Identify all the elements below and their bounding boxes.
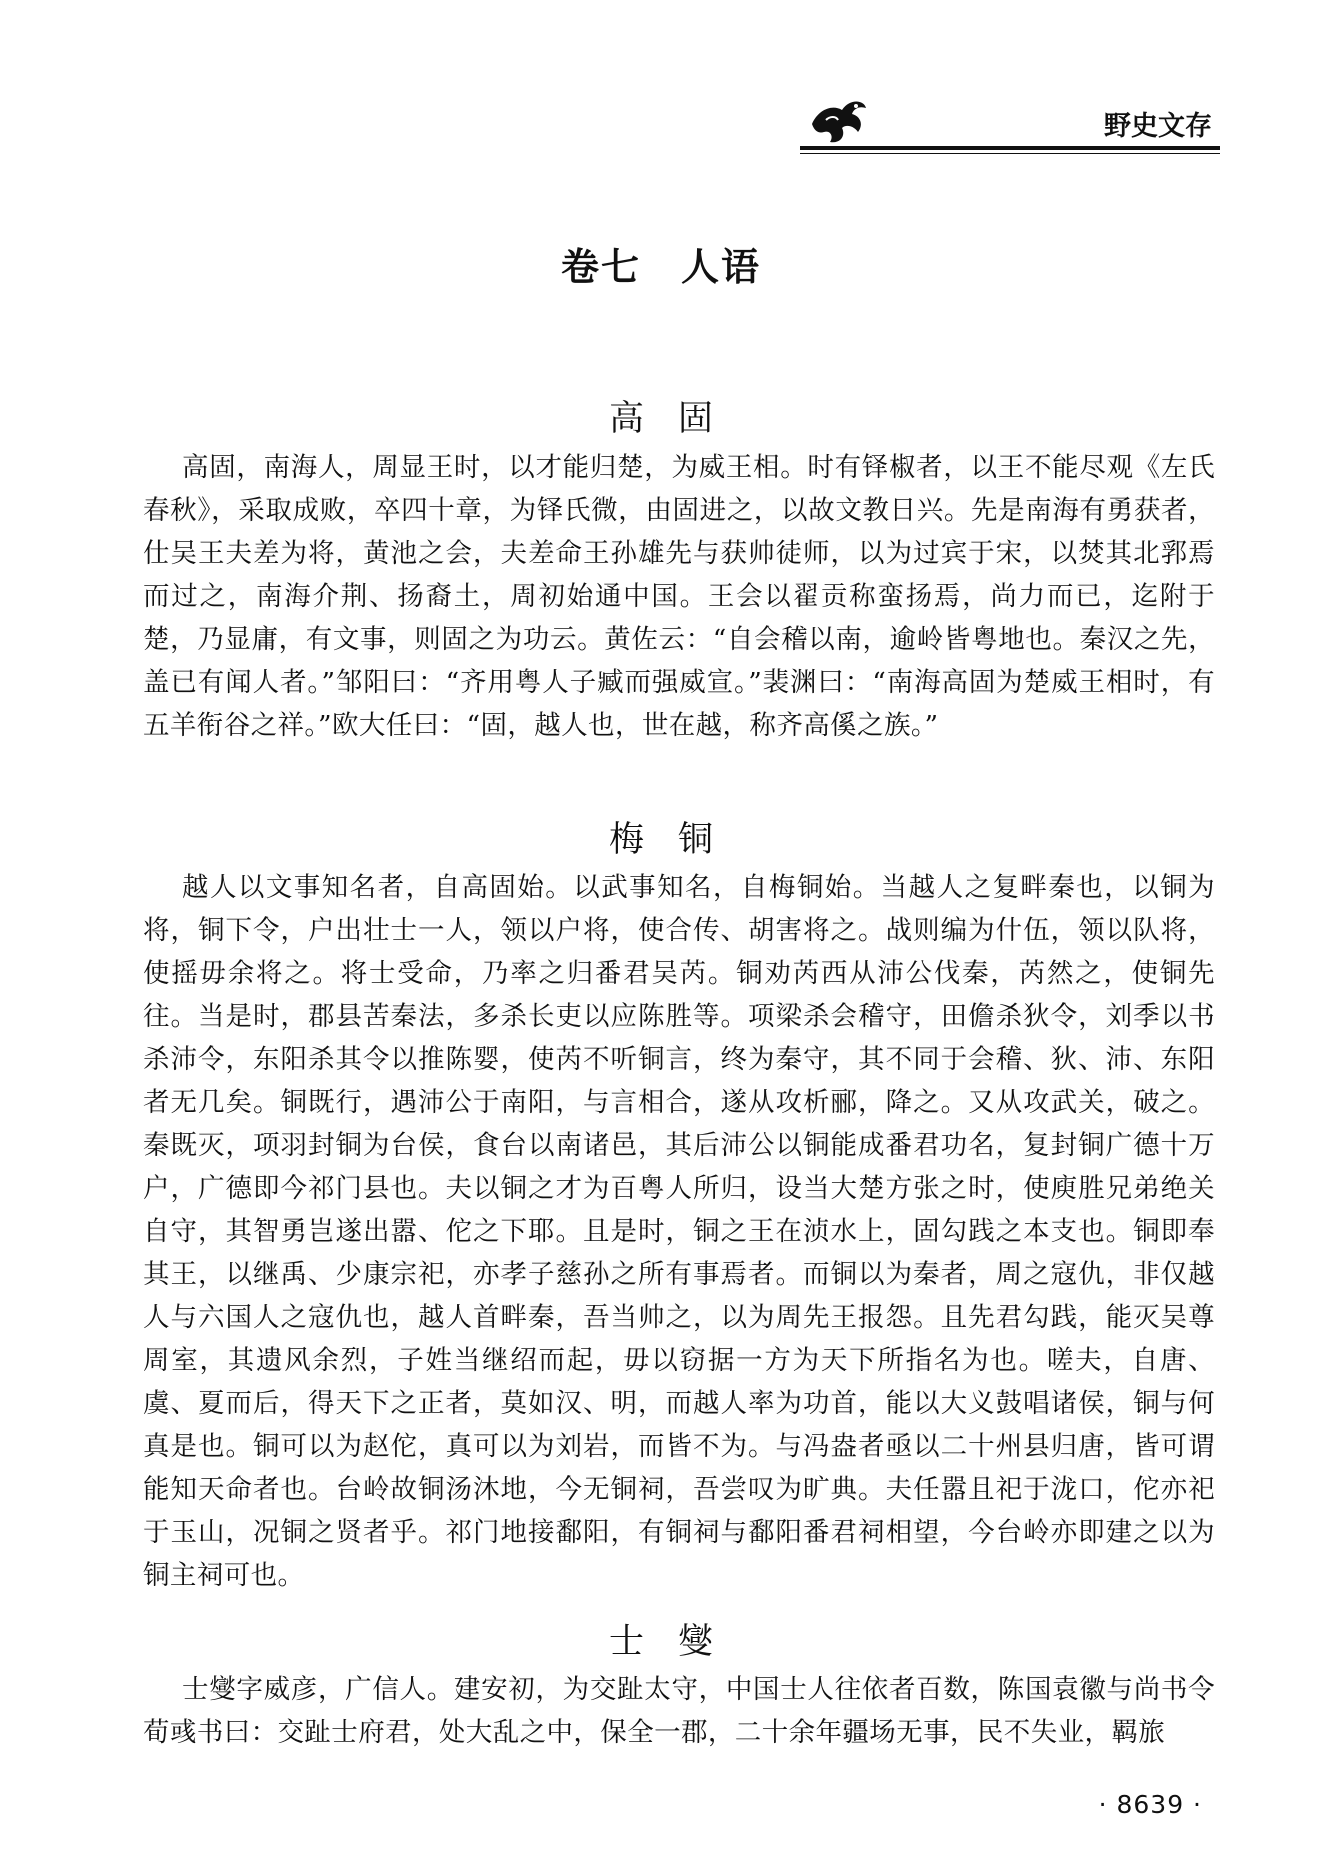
running-header <box>800 88 1220 154</box>
section-paragraph-shi-xie: 士燮字威彦，广信人。建安初，为交趾太守，中国士人往依者百数，陈国袁徽与尚书令荀彧书曰：交趾士府君，处大乱之中，保全一郡，二十余年疆场无事，民不失业，羁旅 <box>143 1674 1215 1748</box>
section-paragraph-mei-juan: 越人以文事知名者，自高固始。以武事知名，自梅铜始。当越人之复畔秦也，以铜为将，铜下令，户出壮士一人，领以户将，使合传、胡害将之。战则编为什伍，领以队将，使摇毋余将之。将士受命，乃率之归番君吴芮。铜劝芮西从沛公伐秦，芮然之，使铜先往。当是时，郡县苦秦法，多杀长吏以应陈胜等。项梁杀会稽守，田儋杀狄令，刘季以书杀沛令，东阳杀其令以推陈婴，使芮不听铜言，终为秦守，其不同于会稽、狄、沛、东阳者无几矣。铜既行，遇沛公于南阳，与言相合，遂从攻析郦，降之。又从攻武关，破之。秦既灭，项羽封铜为台侯，食台以南诸邑，其后沛公以铜能成番君功名，复封铜广德十万户，广德即今祁门县也。夫以铜之才为百粤人所归，设当大楚方张之时，使庾胜兄弟绝关自守，其智勇岂遂出嚣、佗之下耶。且是时，铜之王在浈水上，固勾践之本支也。铜即奉其王，以继禹、少康宗祀，亦孝子慈孙之所有事焉者。而铜以为秦者，周之寇仇，非仅越人与六国人之寇仇也，越人首畔秦，吾当帅之，以为周先王报怨。且先君勾践，能灭吴尊周室，其遗风余烈，子姓当继绍而起，毋以窃据一方为天下所指名为也。嗟夫，自唐、虞、夏而后，得天下之正者，莫如汉、明，而越人率为功首，能以大义鼓唱诸侯，铜与何真是也。铜可以为赵佗，真可以为刘岩，而皆不为。与冯盎者亟以二十州县归唐，皆可谓能知天命者也。台岭故铜汤沐地，今无铜祠，吾尝叹为旷典。夫任嚣且祀于泷口，佗亦祀于玉山，况铜之贤者乎。祁门地接鄱阳，有铜祠与鄱阳番君祠相望，今台岭亦即建之以为铜主祠可也。 <box>143 872 1215 1591</box>
section-title-mei-juan: 梅铜 <box>608 820 747 861</box>
section-title-shi-xie: 士燮 <box>608 1622 747 1663</box>
header-rule <box>800 146 1220 150</box>
header-rule-thin <box>800 153 1220 154</box>
series-title: 野史文存 <box>1104 111 1212 142</box>
section-paragraph-gao-gu: 高固，南海人，周显王时，以才能归楚，为威王相。时有铎椒者，以王不能尽观《左氏春秋》，采取成败，卒四十章，为铎氏微，由固进之，以故文教日兴。先是南海有勇获者，仕吴王夫差为将，黄池之会，夫差命王孙雄先与获帅徒师，以为过宾于宋，以焚其北郛焉而过之，南海介荆、扬裔土，周初始通中国。王会以翟贡称蛮扬焉，尚力而已，迄附于楚，乃显庸，有文事，则固之为功云。黄佐云：“自会稽以南，逾岭皆粤地也。秦汉之先，盖已有闻人者。”邹阳曰：“齐用粤人子臧而强威宣。”裴渊曰：“南海高固为楚威王相时，有五羊衔谷之祥。”欧大任曰：“固，越人也，世在越，称齐高傒之族。” <box>143 452 1215 741</box>
section-title-gao-gu: 高固 <box>608 399 747 440</box>
page-number: · 8639 · <box>1098 1790 1202 1819</box>
chapter-title: 卷七 人语 <box>560 245 761 289</box>
dragon-icon <box>806 90 872 146</box>
